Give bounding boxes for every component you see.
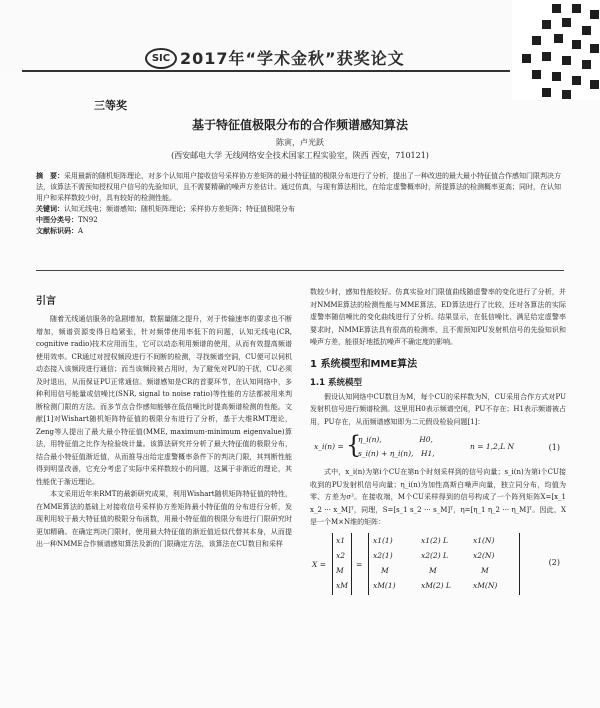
matrix-cell: xM(N) [473, 580, 498, 590]
doc-value: A [78, 227, 84, 235]
matrix-cell: M [429, 565, 437, 575]
intro-paragraph-2: 本文采用近年来RMT的最新研究成果，利用Wishart随机矩阵特征值的特性，在MME算法的基础上对接收信号采样协方差矩阵最小特征值的分布进行分析，发现利用较于最大特征值的极限分布函数，用最小特征值的极限分布进行门限研究时更加精确。在确定判决门限时，使用最大特征值的渐近值近似代替其本身，从而提出一种NMME合作频谱感知算法及新的门限确定方法，该算法在CU数目和采样 [36, 490, 292, 548]
matrix-vector [332, 533, 352, 595]
abstract [36, 171, 564, 204]
vector-entry: x2 [336, 550, 346, 560]
section-1-heading: 1 系统模型和MME算法 [310, 358, 418, 370]
left-column [36, 286, 292, 551]
matrix-cell: M [381, 565, 389, 575]
equals-sign: = [356, 559, 363, 569]
document-code [36, 226, 564, 237]
affiliation: (西安邮电大学 无线网络安全技术国家工程实验室，陕西 西安，710121) [171, 151, 429, 160]
matrix-cell: x1(1) [373, 535, 393, 545]
vector-entry: xM [336, 580, 348, 590]
vector-entry: x1 [336, 535, 346, 545]
eq2-number: (2) [548, 557, 560, 567]
matrix-cell: x2(N) [473, 550, 495, 560]
signal-paragraph: 式中，x_i(n)为第i个CU在第n个时刻采样到的信号向量；s_i(n)为第i个CU接收到的PU发射机信号向量；η_i(n)为加性高斯白噪声向量，独立同分布，均值为零、方差为σ²。在接收端，M个CU采样得到的信号构成了一个阵列矩阵X=[x_1 x_2 ··· x_M]ᵀ，同理，S=[s_1 s_2 ··· s_M]ᵀ，η=[η_1 η_2 ··· η_M]ᵀ。因此，X是一个M×N维的矩阵： [310, 468, 566, 526]
authors: 陈寅，卢光跃 [276, 138, 324, 147]
right-paragraph-0: 数较少时，感知性能较好。仿真实验对门限值曲线随虚警率的变化进行了分析，并对NMME算法的检测性能与MME算法、ED算法进行了比较，还对各算法的实际虚警率随信噪比的变化曲线进行了分析。结果显示，在低信噪比、满足给定虚警率要求时，NMME算法具有很高的检测率，且不需预知PU发射机信号的先验知识和噪声方差，能很好地抵抗噪声不确定度的影响。 [310, 288, 566, 346]
abstract-divider [36, 270, 564, 271]
eq1-case-2: s_i(n) + η_i(n), H1, [358, 449, 435, 458]
matrix-cell: x2(1) [373, 550, 393, 560]
award-label: 三等奖 [94, 99, 127, 112]
keywords-label: 关键词： [36, 205, 64, 213]
section-1-1-heading: 1.1 系统模型 [310, 377, 363, 388]
abstract-label: 摘 要： [36, 172, 64, 180]
intro-paragraph-1: 随着无线通信服务的急剧增加，数据量随之提升，对于传输速率的要求也不断增加，频谱资源变得日趋紧张，针对频带使用率低下的问题，认知无线电(CR, cognitive radio)技术应用而生，它可以动态利用频谱的使用，从而有效提高频谱使用效率。CR通过对授权频段进行不间断的检测，寻找频谱空洞，CU便可以伺机动态接入该频段进行通信；而当该频段被占用时，为了避免对PU的干扰，CU必须及时退出，从而保证PU正常通信。频谱感知是CR的首要环节，在认知网络中，多种利用信号能量或信噪比(SNR, signal to noise ratio)等性能的方法都被用来判断检测门限的方法。而多节点合作感知能够在低信噪比时提高频谱检测的性能。文献[1]对Wishart随机矩阵特征值的极限分布进行了分析，基于大维RMT理论，Zeng等人提出了最大最小特征值(MME, maximum-minimum eigenvalue)算法，用特征值之比作为检验统计量。该算法研究并分析了最大特征值的极限分布，结合最小特征值渐近值，从而推导出给定虚警概率条件下的判决门限，其判断性能得到明显改善，它充分考虑了实际中采样数较小的问题，这属于非渐近的理论，其性能优于渐近理论。 [36, 315, 292, 486]
right-column [310, 286, 566, 603]
clc-value: TN92 [78, 216, 98, 224]
decorative-pattern-icon [512, 0, 600, 100]
keywords-text: 认知无线电；频谱感知；随机矩阵理论；采样协方差矩阵；特征值极限分布 [64, 205, 295, 213]
clc-number [36, 215, 564, 226]
header-rule [22, 70, 510, 72]
vector-entry: M [336, 565, 344, 575]
matrix-cell: M [481, 565, 489, 575]
eq1-brace: { [346, 431, 362, 459]
paper-title: 基于特征值极限分布的合作频谱感知算法 [191, 118, 408, 132]
model-paragraph: 假设认知网络中CU数目为M，每个CU的采样数为N，CU采用合作方式对PU发射机信号进行频谱检测。这里用H0表示频谱空闲，PU不存在；H1表示频谱被占用，PU存在，从而频谱感知即为二元假设检验问题[1]： [310, 392, 566, 426]
journal-logo: SIC [145, 48, 177, 69]
eq1-lhs: x_i(n) = [314, 442, 344, 451]
eq1-range: n = 1,2,L N [470, 442, 515, 451]
abstract-text: 采用最新的随机矩阵理论，对多个认知用户接收信号采样协方差矩阵的最小特征值的极限分布进行了分析，提出了一种改进的最大最小特征值合作感知门限判决方法，该算法不需预知授权用户信号的先验知识，且不需要精确的噪声方差估计。通过仿真，与现有算法相比，在给定虚警概率时，所提算法的检测概率更高；同时，在认知用户和采样数较少时，具有较好的检测性能。 [36, 172, 561, 202]
doc-label: 文献标识码： [36, 227, 78, 235]
eq1-case-1: η_i(n), H0, [358, 435, 433, 444]
equation-1 [310, 432, 566, 462]
intro-heading: 引言 [36, 296, 56, 307]
matrix-cell: xM(2) L [421, 580, 451, 590]
journal-section-title: 2017年“学术金秋”获奖论文 [180, 49, 405, 68]
matrix-cell: x1(2) L [421, 535, 448, 545]
abstract-block [36, 171, 564, 237]
matrix-lhs: X = [312, 559, 327, 569]
equation-2 [310, 533, 566, 599]
keywords [36, 204, 564, 215]
matrix-cell: xM(1) [373, 580, 396, 590]
matrix-body [368, 533, 520, 595]
matrix-cell: x2(2) L [421, 550, 448, 560]
matrix-cell: x1(N) [473, 535, 495, 545]
clc-label: 中图分类号： [36, 216, 78, 224]
eq1-number: (1) [548, 443, 560, 452]
